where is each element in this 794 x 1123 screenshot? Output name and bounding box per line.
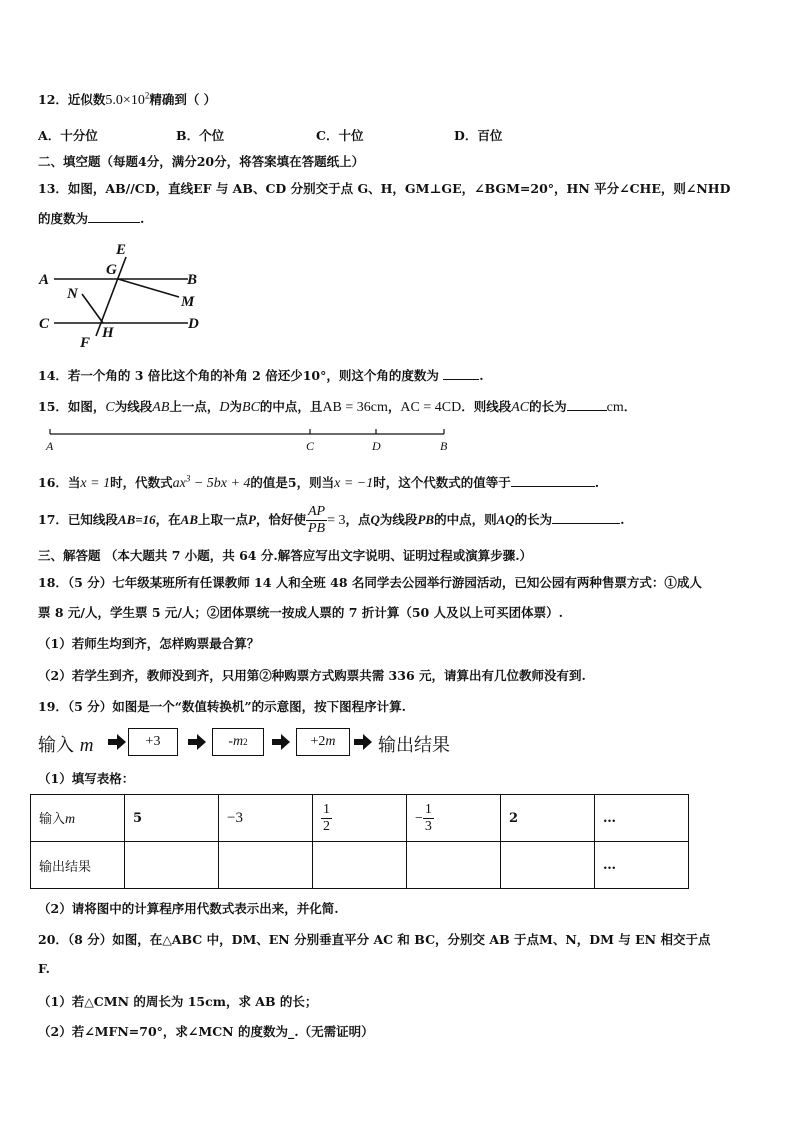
label-b: B bbox=[187, 272, 198, 288]
question-20-part2: （2）若∠MFN=70°，求∠MCN 的度数为_.（无需证明） bbox=[38, 1024, 374, 1039]
q12-option-a[interactable]: A．十分位 bbox=[38, 128, 98, 143]
question-18-part1: （1）若师生均到齐，怎样购票最合算？ bbox=[38, 636, 260, 651]
q12-suffix: 精确到（ ） bbox=[149, 92, 217, 107]
label-m: M bbox=[181, 294, 195, 310]
machine-input-label: 输入 m bbox=[38, 735, 94, 756]
table-cell-output[interactable] bbox=[125, 842, 219, 889]
question-14: 14．若一个角的 3 倍比这个角的补角 2 倍还少10°，则这个角的度数为 . bbox=[38, 368, 484, 383]
q14-answer-blank[interactable] bbox=[443, 367, 479, 380]
q17-answer-blank[interactable] bbox=[552, 511, 620, 524]
table-cell-output[interactable] bbox=[407, 842, 501, 889]
q15-answer-blank[interactable] bbox=[567, 398, 607, 411]
label-n: N bbox=[67, 286, 78, 302]
point-c-label: C bbox=[306, 439, 315, 453]
question-20-line2: F. bbox=[38, 961, 50, 976]
question-19-part2: （2）请将图中的计算程序用代数式表示出来，并化简. bbox=[38, 901, 339, 916]
label-h: H bbox=[102, 325, 114, 341]
q15-segment-figure bbox=[38, 424, 458, 454]
question-15: 15．如图，C为线段AB上一点，D为BC的中点，且AB = 36cm，AC = 4CD．则线段AC的长为 cm． bbox=[38, 399, 637, 415]
label-c: C bbox=[39, 316, 50, 332]
label-d: D bbox=[188, 316, 199, 332]
table-row bbox=[31, 842, 689, 889]
label-e: E bbox=[116, 242, 127, 258]
table-cell-output: … bbox=[595, 842, 689, 889]
q13-figure bbox=[38, 240, 208, 348]
question-17: 17．已知线段AB=16，在AB上取一点P，恰好使 $\frac{AP}{PB}$ = 3，点Q为线段PB的中点，则AQ的长为 . bbox=[38, 504, 625, 536]
table-cell-input: 5 bbox=[125, 795, 219, 842]
label-a: A bbox=[39, 272, 50, 288]
question-18-part2: （2）若学生到齐，教师没到齐，只用第②种购票方式购票共需 336 元，请算出有几位教师没有到. bbox=[38, 668, 586, 683]
arrow-right-icon bbox=[354, 734, 372, 750]
table-cell-output[interactable] bbox=[219, 842, 313, 889]
table-cell-input: $\frac{1}{2}$ bbox=[313, 795, 407, 842]
section-3-heading: 三、解答题 （本大题共 7 小题，共 64 分.解答应写出文字说明、证明过程或演算步骤.） bbox=[38, 548, 533, 563]
section-2-heading: 二、填空题（每题4分，满分20分，将答案填在答题纸上） bbox=[38, 154, 365, 169]
machine-step-add-2m: +2 m bbox=[296, 728, 350, 756]
q16-answer-blank[interactable] bbox=[511, 474, 595, 487]
q12-option-d[interactable]: D．百位 bbox=[454, 128, 503, 143]
machine-output-label: 输出结果 bbox=[378, 735, 450, 756]
q12-option-b[interactable]: B．个位 bbox=[176, 128, 225, 143]
label-f: F bbox=[80, 335, 91, 348]
label-g: G bbox=[106, 262, 117, 278]
table-cell-output[interactable] bbox=[313, 842, 407, 889]
question-19: 19．（5 分）如图是一个“数值转换机”的示意图，按下图程序计算. bbox=[38, 699, 406, 714]
machine-step-add-3: +3 bbox=[128, 728, 178, 756]
table-row bbox=[31, 795, 689, 842]
question-12 bbox=[38, 90, 216, 109]
question-16: 16．当x = 1时，代数式$ax^3 - 5bx + 4$的值是5，则当x = −1时，这个代数式的值等于 . bbox=[38, 473, 600, 491]
table-cell-input: − $\frac{1}{3}$ bbox=[407, 795, 501, 842]
arrow-right-icon bbox=[272, 734, 290, 750]
question-18: 18．（5 分）七年级某班所有任课教师 14 人和全班 48 名同学去公园举行游园活动，已知公园有两种售票方式：①成人 bbox=[38, 575, 702, 590]
q19-table bbox=[30, 794, 689, 889]
q13-answer-blank[interactable] bbox=[88, 210, 140, 223]
machine-step-minus-m-squared: - m 2 bbox=[212, 728, 264, 756]
arrow-right-icon bbox=[188, 734, 206, 750]
ray-hn bbox=[82, 294, 103, 323]
question-18-line2: 票 8 元/人，学生票 5 元/人；②团体票统一按成人票的 7 折计算（50 人及以上可买团体票）. bbox=[38, 605, 563, 620]
question-19-part1: （1）填写表格： bbox=[38, 771, 135, 786]
q12-option-c[interactable]: C．十位 bbox=[316, 128, 364, 143]
question-13: 13．如图，AB//CD，直线EF 与 AB、CD 分别交于点 G、H，GM⊥GE，∠BGM=20°，HN 平分∠CHE，则∠NHD bbox=[38, 181, 731, 196]
point-a-label: A bbox=[46, 439, 54, 453]
ray-gm bbox=[118, 279, 179, 297]
q12-number: $5.0\times 10^2$ bbox=[105, 90, 150, 108]
table-cell-input-label: 输入m bbox=[31, 795, 125, 842]
point-d-label: D bbox=[372, 439, 381, 453]
table-cell-output[interactable] bbox=[501, 842, 595, 889]
table-cell-input: 2 bbox=[501, 795, 595, 842]
arrow-right-icon bbox=[108, 734, 126, 750]
q17-ratio-fraction: $\frac{AP}{PB}$ bbox=[308, 504, 326, 536]
question-13-line2: 的度数为 . bbox=[38, 211, 145, 226]
point-b-label: B bbox=[440, 439, 448, 453]
table-cell-input: … bbox=[595, 795, 689, 842]
table-cell-output-label: 输出结果 bbox=[31, 842, 125, 889]
question-20: 20．（8 分）如图，在△ABC 中，DM、EN 分别垂直平分 AC 和 BC，分别交 AB 于点M、N，DM 与 EN 相交于点 bbox=[38, 932, 711, 947]
table-cell-input: −3 bbox=[219, 795, 313, 842]
question-20-part1: （1）若△CMN 的周长为 15cm，求 AB 的长； bbox=[38, 994, 318, 1009]
q12-prefix: 12．近似数 bbox=[38, 92, 106, 107]
